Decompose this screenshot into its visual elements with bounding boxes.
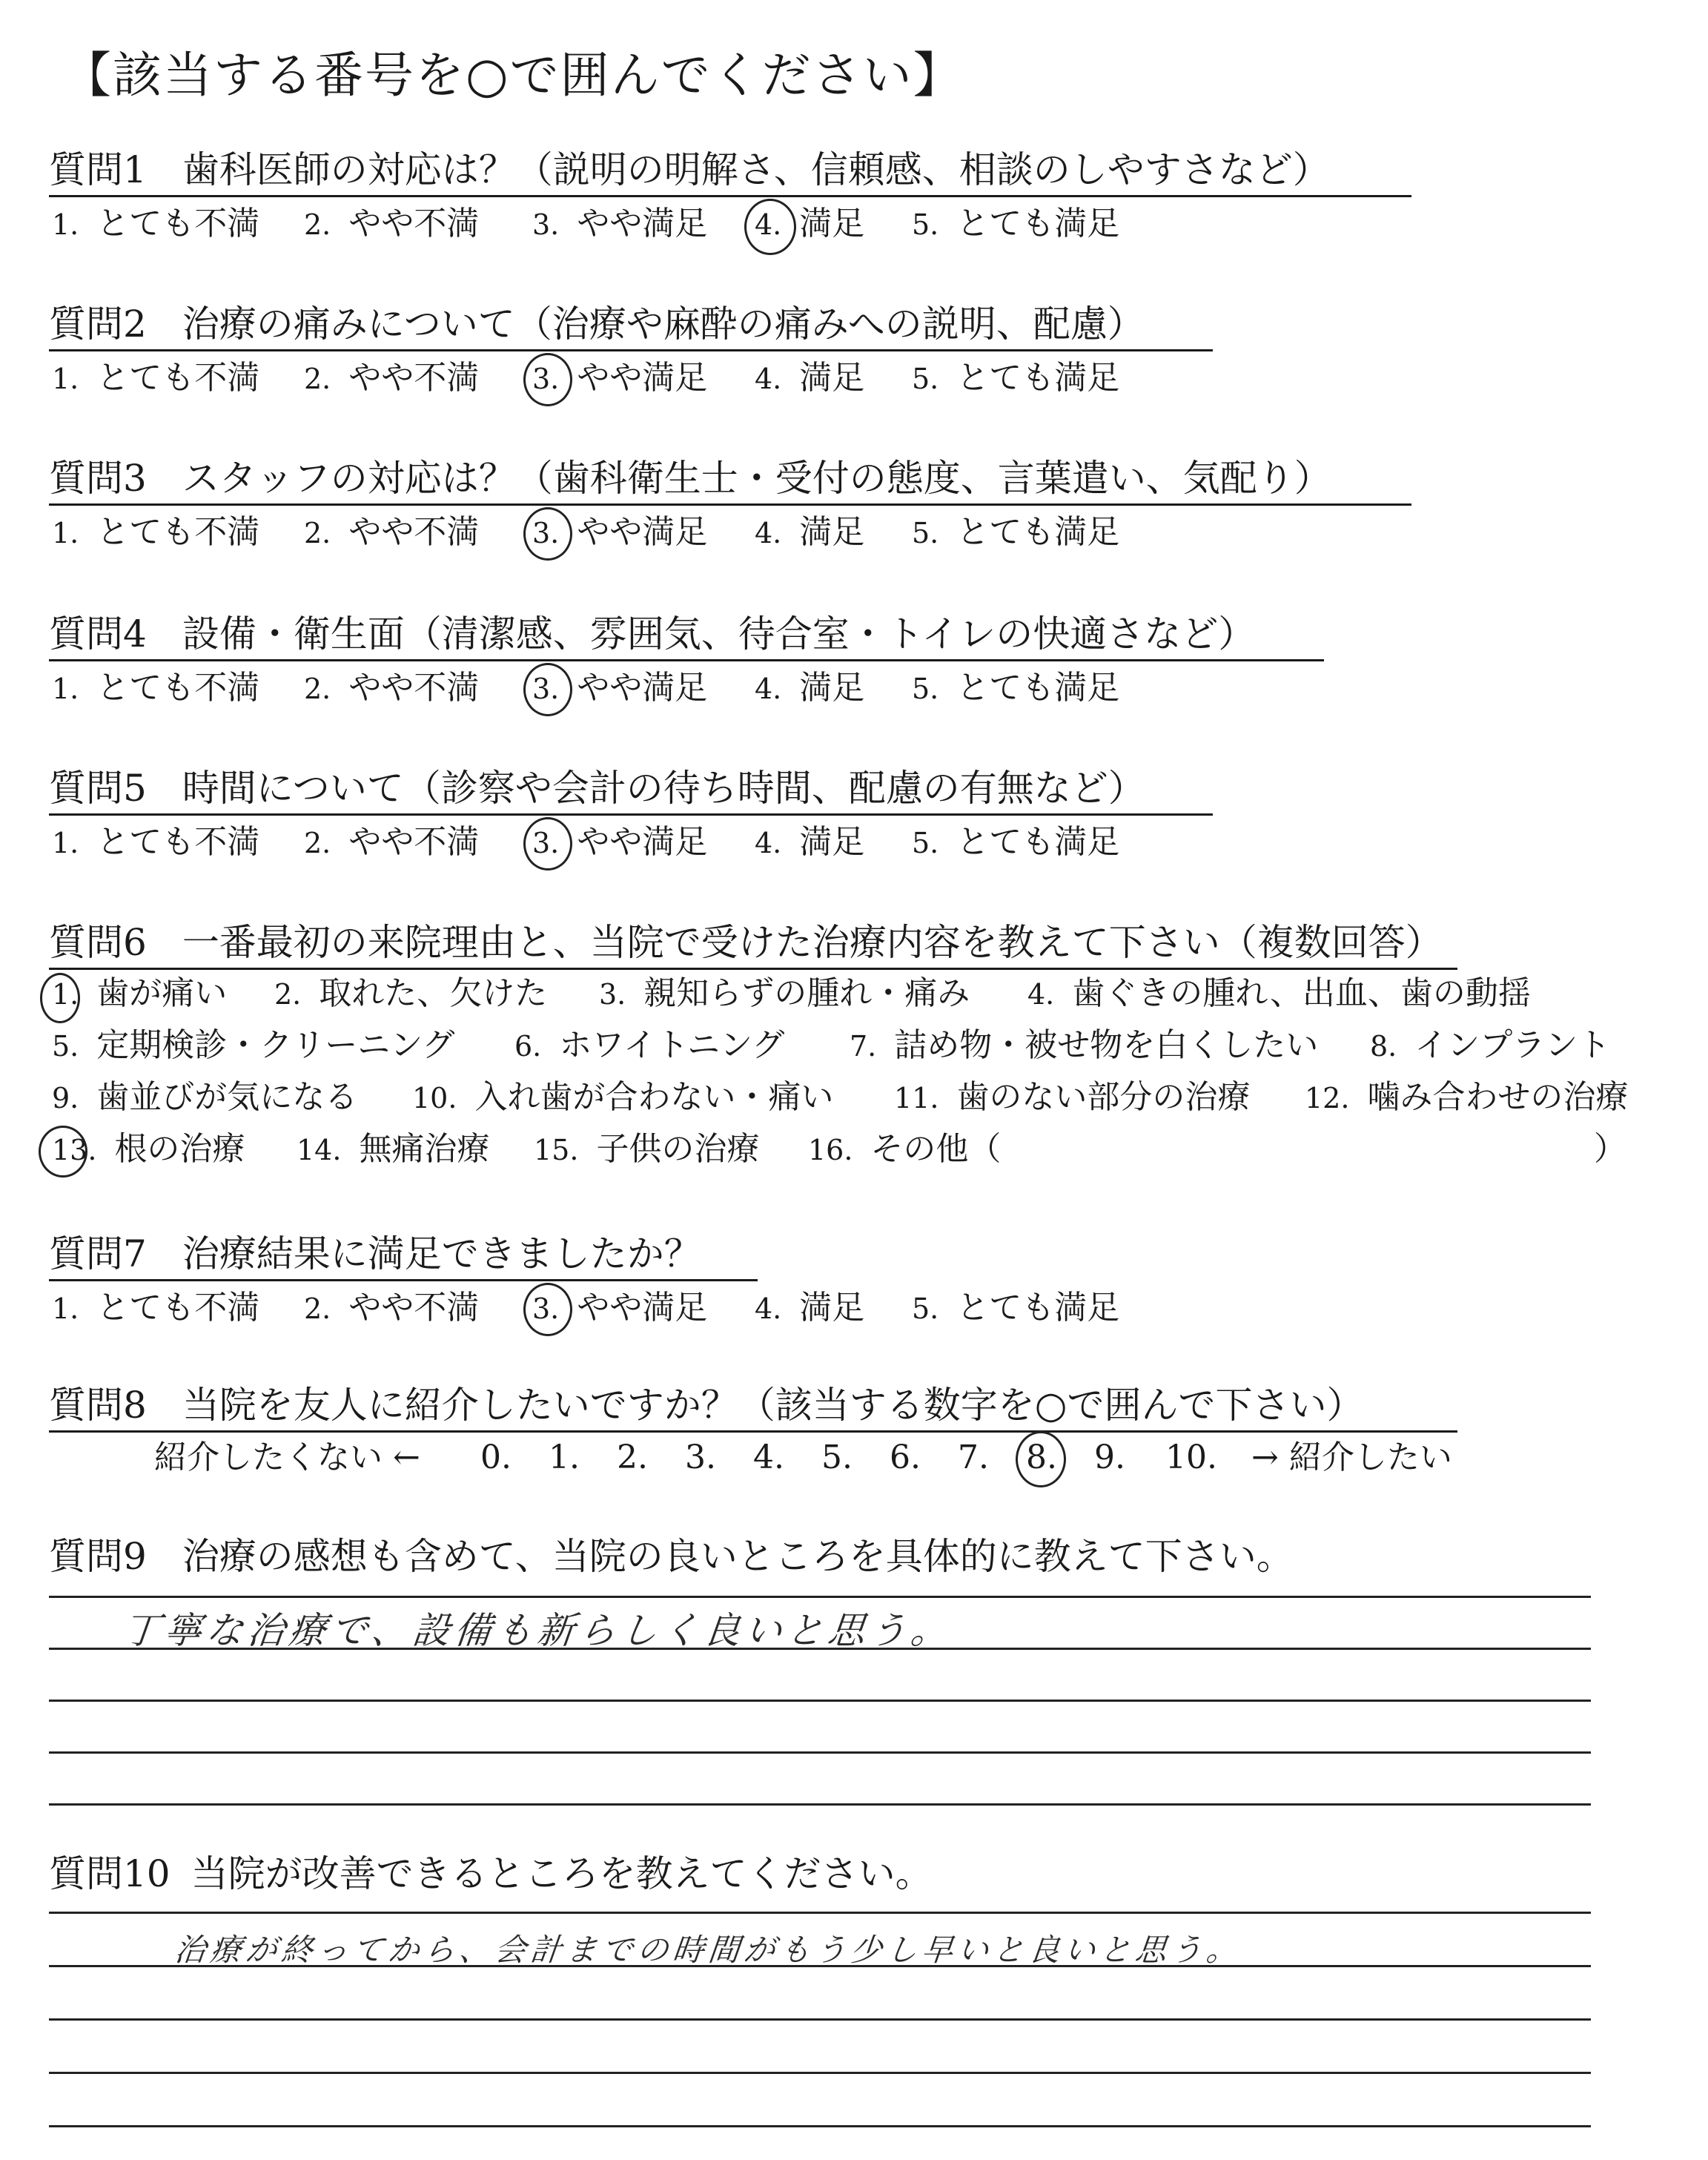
question-3-text: スタッフの対応は？（歯科衛生士・受付の態度、言葉遣い、気配り） <box>182 457 1331 500</box>
scale-0[interactable]: 0. <box>480 1439 512 1476</box>
option-2[interactable]: 2. やや不満 <box>304 205 480 242</box>
question-5-text: 時間について（診察や会計の待ち時間、配慮の有無など） <box>182 767 1145 810</box>
option-3[interactable]: 3. やや満足 <box>532 205 708 242</box>
answer-line <box>49 1803 1591 1806</box>
option-4[interactable]: 4. 満足 <box>755 669 865 707</box>
reason-14[interactable]: 14. 無痛治療 <box>297 1130 490 1168</box>
option-4[interactable]: 4. 満足 <box>755 1289 865 1327</box>
option-4[interactable]: 4. 満足 <box>755 823 865 861</box>
question-4-text: 設備・衛生面（清潔感、雰囲気、待合室・トイレの快適さなど） <box>182 612 1256 655</box>
question-10-title <box>49 1849 933 1901</box>
option-1[interactable]: 1. とても不満 <box>52 823 260 861</box>
question-10-text: 当院が改善できるところを教えてください。 <box>191 1852 933 1895</box>
scale-5[interactable]: 5. <box>821 1439 853 1476</box>
option-1[interactable]: 1. とても不満 <box>52 1289 260 1327</box>
question-6-number: 質問6 <box>49 921 147 964</box>
svg-text:治療が終ってから、会計までの時間がもう少し早いと良いと思う。: 治療が終ってから、会計までの時間がもう少し早いと良いと思う。 <box>173 1932 1245 1968</box>
option-3[interactable]: 3. やや満足 <box>532 669 708 707</box>
option-3[interactable]: 3. やや満足 <box>532 513 708 551</box>
reason-6[interactable]: 6. ホワイトニング <box>514 1026 785 1064</box>
option-5[interactable]: 5. とても満足 <box>912 823 1120 861</box>
reason-16-close-paren: ） <box>1594 1130 1626 1168</box>
reason-15[interactable]: 15. 子供の治療 <box>534 1130 760 1168</box>
option-1[interactable]: 1. とても不満 <box>52 359 260 397</box>
option-1[interactable]: 1. とても不満 <box>52 669 260 707</box>
scale-8[interactable]: 8. <box>1026 1439 1057 1476</box>
question-6-title <box>49 918 1457 970</box>
reason-5[interactable]: 5. 定期検診・クリーニング <box>52 1026 455 1064</box>
question-2-title <box>49 300 1213 351</box>
scale-right-label: → 紹介したい <box>1251 1439 1452 1476</box>
question-7-text: 治療結果に満足できましたか？ <box>182 1232 701 1275</box>
reason-10[interactable]: 10. 入れ歯が合わない・痛い <box>412 1078 834 1116</box>
option-2[interactable]: 2. やや不満 <box>304 359 480 397</box>
option-1[interactable]: 1. とても不満 <box>52 513 260 551</box>
page-title: 【該当する番号を○で囲んでください】 <box>62 47 964 104</box>
option-2[interactable]: 2. やや不満 <box>304 1289 480 1327</box>
option-2[interactable]: 2. やや不満 <box>304 823 480 861</box>
option-5[interactable]: 5. とても満足 <box>912 513 1120 551</box>
scale-9[interactable]: 9. <box>1094 1439 1125 1476</box>
question-1-title <box>49 145 1411 197</box>
scale-10[interactable]: 10. <box>1165 1439 1217 1476</box>
option-5[interactable]: 5. とても満足 <box>912 1289 1120 1327</box>
answer-line <box>49 2125 1591 2127</box>
question-6-text: 一番最初の来院理由と、当院で受けた治療内容を教えて下さい（複数回答） <box>182 921 1443 964</box>
option-3[interactable]: 3. やや満足 <box>532 359 708 397</box>
option-4[interactable]: 4. 満足 <box>755 359 865 397</box>
option-3[interactable]: 3. やや満足 <box>532 1289 708 1327</box>
question-9-number: 質問9 <box>49 1535 147 1578</box>
option-5[interactable]: 5. とても満足 <box>912 205 1120 242</box>
scale-3[interactable]: 3. <box>685 1439 716 1476</box>
question-9-text: 治療の感想も含めて、当院の良いところを具体的に教えて下さい。 <box>182 1535 1294 1578</box>
option-2[interactable]: 2. やや不満 <box>304 669 480 707</box>
scale-1[interactable]: 1. <box>549 1439 580 1476</box>
question-9-title <box>49 1532 1294 1584</box>
reason-1[interactable]: 1. 歯が痛い <box>52 974 228 1012</box>
reason-7[interactable]: 7. 詰め物・被せ物を白くしたい <box>850 1026 1319 1064</box>
question-2-text: 治療の痛みについて（治療や麻酔の痛みへの説明、配慮） <box>182 303 1145 346</box>
option-2[interactable]: 2. やや不満 <box>304 513 480 551</box>
answer-line <box>49 2072 1591 2074</box>
reason-16[interactable]: 16. その他（ <box>808 1130 1002 1168</box>
reason-8[interactable]: 8. インプラント <box>1370 1026 1611 1064</box>
question-8-title <box>49 1381 1457 1433</box>
reason-4[interactable]: 4. 歯ぐきの腫れ、出血、歯の動揺 <box>1027 974 1531 1012</box>
reason-3[interactable]: 3. 親知らずの腫れ・痛み <box>599 974 970 1012</box>
reason-2[interactable]: 2. 取れた、欠けた <box>274 974 548 1012</box>
question-3-number: 質問3 <box>49 457 147 500</box>
question-8-text: 当院を友人に紹介したいですか？（該当する数字を○で囲んで下さい） <box>182 1384 1364 1427</box>
option-5[interactable]: 5. とても満足 <box>912 669 1120 707</box>
scale-6[interactable]: 6. <box>890 1439 921 1476</box>
option-1[interactable]: 1. とても不満 <box>52 205 260 242</box>
answer-line <box>49 1912 1591 1914</box>
question-7-title <box>49 1229 758 1281</box>
answer-line <box>49 2018 1591 2021</box>
scale-2[interactable]: 2. <box>617 1439 648 1476</box>
question-10-number: 質問10 <box>49 1852 171 1895</box>
reason-11[interactable]: 11. 歯のない部分の治療 <box>894 1078 1251 1116</box>
option-3[interactable]: 3. やや満足 <box>532 823 708 861</box>
reason-13[interactable]: 13. 根の治療 <box>52 1130 245 1168</box>
svg-text:丁寧な治療で、設備も新らしく良いと思う。: 丁寧な治療で、設備も新らしく良いと思う。 <box>120 1608 955 1652</box>
question-1-text: 歯科医師の対応は？（説明の明解さ、信頼感、相談のしやすさなど） <box>182 148 1330 191</box>
question-4-title <box>49 610 1324 661</box>
question-5-number: 質問5 <box>49 767 147 810</box>
reason-9[interactable]: 9. 歯並びが気になる <box>52 1078 358 1116</box>
question-7-number: 質問7 <box>49 1232 147 1275</box>
question-5-title <box>49 764 1213 816</box>
question-8-number: 質問8 <box>49 1384 147 1427</box>
question-9-handwritten-answer <box>111 1602 1001 1661</box>
option-4[interactable]: 4. 満足 <box>755 205 865 242</box>
question-10-handwritten-answer <box>171 1919 1297 1978</box>
answer-line <box>49 1751 1591 1754</box>
scale-7[interactable]: 7. <box>958 1439 989 1476</box>
option-5[interactable]: 5. とても満足 <box>912 359 1120 397</box>
scale-left-label: 紹介したくない ← <box>154 1439 420 1476</box>
question-3-title <box>49 454 1411 506</box>
scale-4[interactable]: 4. <box>753 1439 784 1476</box>
answer-line <box>49 1700 1591 1702</box>
reason-12[interactable]: 12. 噛み合わせの治療 <box>1305 1078 1629 1116</box>
option-4[interactable]: 4. 満足 <box>755 513 865 551</box>
question-1-number: 質問1 <box>49 148 147 191</box>
question-4-number: 質問4 <box>49 612 147 655</box>
answer-line <box>49 1596 1591 1598</box>
question-2-number: 質問2 <box>49 303 147 346</box>
